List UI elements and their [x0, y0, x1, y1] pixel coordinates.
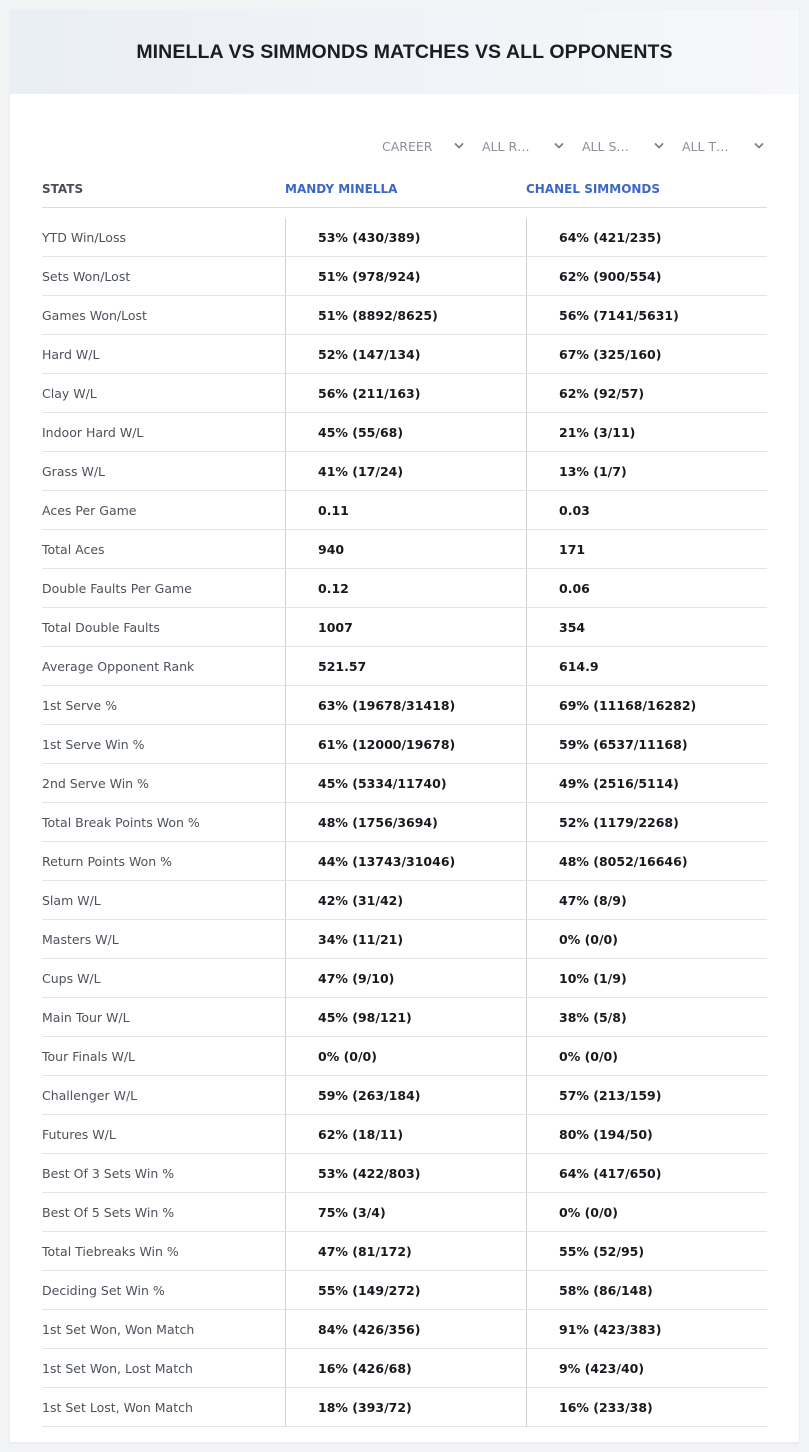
player1-value: 42% (31/42): [285, 881, 526, 919]
player1-value: 55% (149/272): [285, 1271, 526, 1309]
player2-value: 171: [526, 530, 767, 568]
player1-value: 45% (98/121): [285, 998, 526, 1036]
player1-value: 63% (19678/31418): [285, 686, 526, 724]
table-row: [42, 1037, 767, 1076]
player2-value: 38% (5/8): [526, 998, 767, 1036]
filter-period-select[interactable]: [367, 128, 467, 164]
stat-label: 1st Serve Win %: [42, 736, 145, 752]
table-row: [42, 530, 767, 569]
table-row: [42, 257, 767, 296]
player1-value: 18% (393/72): [285, 1388, 526, 1426]
stat-label: Cups W/L: [42, 970, 101, 986]
player2-value: 57% (213/159): [526, 1076, 767, 1114]
filter-period-label: CAREER: [382, 138, 433, 154]
player2-value: 0.03: [526, 491, 767, 529]
stat-label: Main Tour W/L: [42, 1009, 130, 1025]
player1-value: 940: [285, 530, 526, 568]
stat-label: Grass W/L: [42, 463, 106, 479]
player1-value: 45% (55/68): [285, 413, 526, 451]
table-row: [42, 764, 767, 803]
table-row: [42, 881, 767, 920]
player1-value: 34% (11/21): [285, 920, 526, 958]
player2-value: 80% (194/50): [526, 1115, 767, 1153]
header-stats: STATS: [42, 181, 84, 196]
table-row: [42, 1310, 767, 1349]
player2-value: 52% (1179/2268): [526, 803, 767, 841]
player1-value: 0.12: [285, 569, 526, 607]
stats-card: [10, 10, 799, 1442]
player2-value: 10% (1/9): [526, 959, 767, 997]
player2-value: 9% (423/40): [526, 1349, 767, 1387]
table-row: [42, 1271, 767, 1310]
stat-label: Clay W/L: [42, 385, 97, 401]
table-row: [42, 491, 767, 530]
player2-value: 59% (6537/11168): [526, 725, 767, 763]
table-row: [42, 1349, 767, 1388]
table-header: [42, 170, 767, 208]
player2-value: 49% (2516/5114): [526, 764, 767, 802]
stat-label: Tour Finals W/L: [42, 1048, 136, 1064]
header-player1-link[interactable]: MANDY MINELLA: [285, 181, 398, 196]
stat-label: Total Break Points Won %: [42, 814, 200, 830]
stats-table: [42, 170, 767, 1427]
filter-tournament-select[interactable]: [667, 128, 767, 164]
filter-round-label: ALL R…: [482, 138, 530, 154]
table-row: [42, 1193, 767, 1232]
player2-value: 16% (233/38): [526, 1388, 767, 1426]
stat-label: Best Of 3 Sets Win %: [42, 1165, 175, 1181]
player2-value: 62% (900/554): [526, 257, 767, 295]
player1-value: 48% (1756/3694): [285, 803, 526, 841]
player2-value: 0% (0/0): [526, 920, 767, 958]
stat-label: Deciding Set Win %: [42, 1282, 165, 1298]
stat-label: 1st Set Won, Won Match: [42, 1321, 195, 1337]
table-row: [42, 803, 767, 842]
stat-label: Average Opponent Rank: [42, 658, 195, 674]
player2-value: 62% (92/57): [526, 374, 767, 412]
chevron-down-icon: [754, 141, 764, 151]
stat-label: Aces Per Game: [42, 502, 137, 518]
page-title: MINELLA VS SIMMONDS MATCHES VS ALL OPPONENTS: [136, 40, 673, 63]
player1-value: 62% (18/11): [285, 1115, 526, 1153]
player2-value: 354: [526, 608, 767, 646]
player1-value: 53% (430/389): [285, 218, 526, 256]
player2-value: 55% (52/95): [526, 1232, 767, 1270]
player1-value: 44% (13743/31046): [285, 842, 526, 880]
player1-value: 47% (9/10): [285, 959, 526, 997]
stat-label: Return Points Won %: [42, 853, 173, 869]
table-row: [42, 374, 767, 413]
player1-value: 53% (422/803): [285, 1154, 526, 1192]
stat-label: Best Of 5 Sets Win %: [42, 1204, 175, 1220]
table-row: [42, 569, 767, 608]
player1-value: 0% (0/0): [285, 1037, 526, 1075]
chevron-down-icon: [654, 141, 664, 151]
stat-label: Sets Won/Lost: [42, 268, 131, 284]
stat-label: Total Tiebreaks Win %: [42, 1243, 179, 1259]
stat-label: Indoor Hard W/L: [42, 424, 144, 440]
player2-value: 0% (0/0): [526, 1193, 767, 1231]
player2-value: 48% (8052/16646): [526, 842, 767, 880]
table-row: [42, 1388, 767, 1427]
player1-value: 61% (12000/19678): [285, 725, 526, 763]
player1-value: 1007: [285, 608, 526, 646]
chevron-down-icon: [554, 141, 564, 151]
player2-value: 64% (421/235): [526, 218, 767, 256]
player2-value: 21% (3/11): [526, 413, 767, 451]
player2-value: 69% (11168/16282): [526, 686, 767, 724]
table-row: [42, 686, 767, 725]
player1-value: 47% (81/172): [285, 1232, 526, 1270]
stat-label: 1st Set Won, Lost Match: [42, 1360, 193, 1376]
table-row: [42, 725, 767, 764]
stat-label: Slam W/L: [42, 892, 101, 908]
table-row: [42, 998, 767, 1037]
filter-bar: [367, 128, 767, 164]
stat-label: Hard W/L: [42, 346, 100, 362]
player1-value: 84% (426/356): [285, 1310, 526, 1348]
stat-label: Total Double Faults: [42, 619, 160, 635]
player1-value: 41% (17/24): [285, 452, 526, 490]
stat-label: Futures W/L: [42, 1126, 116, 1142]
player1-value: 521.57: [285, 647, 526, 685]
stat-label: 2nd Serve Win %: [42, 775, 149, 791]
player1-value: 51% (978/924): [285, 257, 526, 295]
table-row: [42, 413, 767, 452]
filter-surface-select[interactable]: [567, 128, 667, 164]
player2-value: 91% (423/383): [526, 1310, 767, 1348]
table-row: [42, 218, 767, 257]
table-row: [42, 1154, 767, 1193]
stat-label: Double Faults Per Game: [42, 580, 192, 596]
player2-value: 13% (1/7): [526, 452, 767, 490]
table-row: [42, 296, 767, 335]
table-body: [42, 218, 767, 1427]
player1-value: 16% (426/68): [285, 1349, 526, 1387]
table-row: [42, 452, 767, 491]
table-row: [42, 1076, 767, 1115]
stat-label: Masters W/L: [42, 931, 119, 947]
filter-round-select[interactable]: [467, 128, 567, 164]
table-row: [42, 920, 767, 959]
player2-value: 0.06: [526, 569, 767, 607]
stat-label: 1st Set Lost, Won Match: [42, 1399, 193, 1415]
player1-value: 52% (147/134): [285, 335, 526, 373]
stat-label: Challenger W/L: [42, 1087, 138, 1103]
stat-label: 1st Serve %: [42, 697, 118, 713]
player2-value: 58% (86/148): [526, 1271, 767, 1309]
player2-value: 64% (417/650): [526, 1154, 767, 1192]
table-row: [42, 842, 767, 881]
table-row: [42, 647, 767, 686]
table-row: [42, 335, 767, 374]
player1-value: 0.11: [285, 491, 526, 529]
table-row: [42, 1232, 767, 1271]
stat-label: YTD Win/Loss: [42, 229, 126, 245]
table-row: [42, 959, 767, 998]
player1-value: 59% (263/184): [285, 1076, 526, 1114]
player1-value: 75% (3/4): [285, 1193, 526, 1231]
table-row: [42, 1115, 767, 1154]
player1-value: 45% (5334/11740): [285, 764, 526, 802]
filter-surface-label: ALL S…: [582, 138, 629, 154]
player2-value: 0% (0/0): [526, 1037, 767, 1075]
player1-value: 56% (211/163): [285, 374, 526, 412]
player2-value: 67% (325/160): [526, 335, 767, 373]
player2-value: 614.9: [526, 647, 767, 685]
table-row: [42, 608, 767, 647]
player1-value: 51% (8892/8625): [285, 296, 526, 334]
player2-value: 47% (8/9): [526, 881, 767, 919]
player2-value: 56% (7141/5631): [526, 296, 767, 334]
chevron-down-icon: [454, 141, 464, 151]
card-header: [10, 10, 799, 94]
stat-label: Total Aces: [42, 541, 105, 557]
header-player2-link[interactable]: CHANEL SIMMONDS: [526, 181, 661, 196]
stat-label: Games Won/Lost: [42, 307, 147, 323]
filter-tournament-label: ALL T…: [682, 138, 729, 154]
